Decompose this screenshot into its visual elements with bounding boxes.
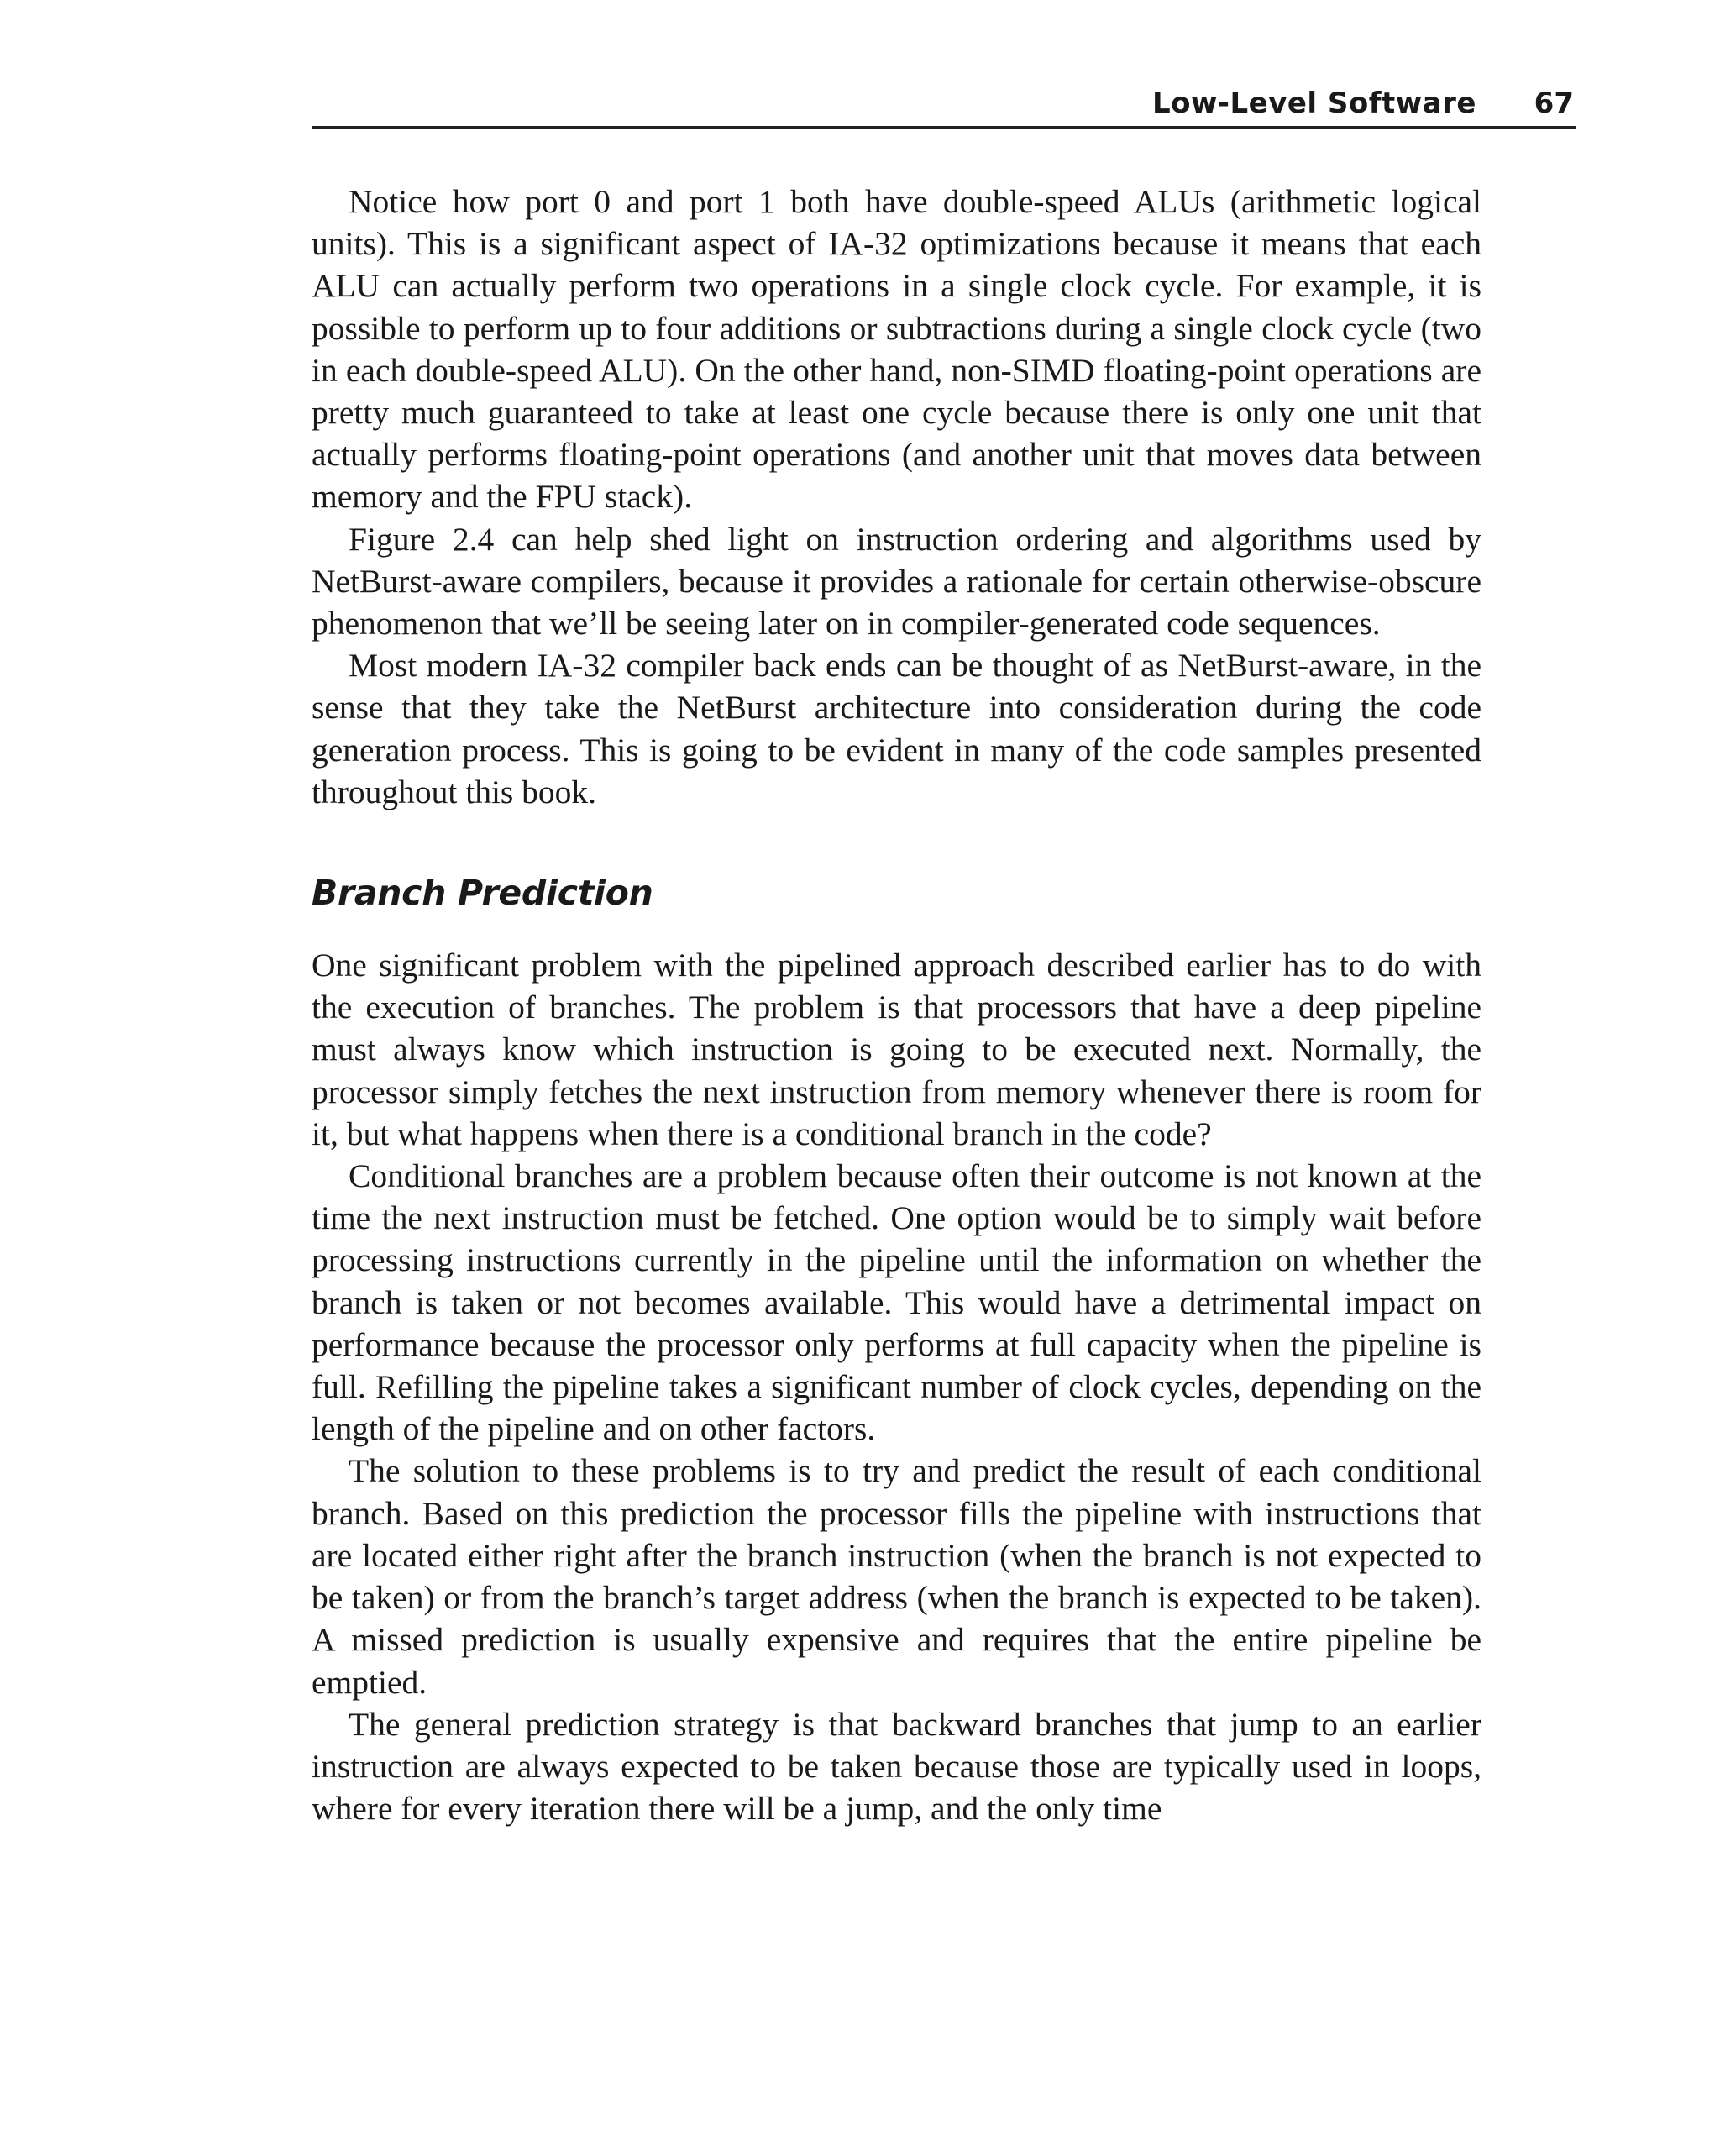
paragraph: The solution to these problems is to try and predict the result of each conditional branch. Based on this prediction the processor fills the pipeline with instructions that are located either right after the branch instruction (when the branch is not expected to be taken) or from the branch’s target address (when the branch is expected to be taken). A missed prediction is usually expensive and requires that the entire pipeline be emptied. [312,1452,1481,1701]
paragraph: Notice how port 0 and port 1 both have double-speed ALUs (arithmetic logical units). This is a significant aspect of IA-32 optimizations because it means that each ALU can actually perform two operations in a single clock cycle. For example, it is possible to perform up to four additions or subtractions during a single clock cycle (two in each double-speed ALU). On the other hand, non-SIMD floating-point operations are pretty much guaranteed to take at least one cycle because there is only one unit that actually performs floating-point operations (and another unit that moves data between memory and the FPU stack). [312,183,1481,516]
paragraph: One significant problem with the pipelined approach described earlier has to do with the execution of branches. The problem is that processors that have a deep pipeline must always know which instruction is going to be executed next. Normally, the processor simply fetches the next instruction from memory whenever there is room for it, but what happens when there is a conditional branch in the code? [312,947,1481,1152]
paragraph: Most modern IA-32 compiler back ends can be thought of as NetBurst-aware, in the sense that they take the NetBurst architecture into consideration during the code generation process. This is going to be evident in many of the code samples presented throughout this book. [312,647,1481,810]
running-header [312,82,1576,129]
paragraph: Conditional branches are a problem because often their outcome is not known at the time the next instruction must be fetched. One option would be to simply wait before processing instructions currently in the pipeline until the information on whether the branch is taken or not becomes available. This would have a detrimental impact on performance because the processor only performs at full capacity when the pipeline is full. Refilling the pipeline takes a significant number of clock cycles, depending on the length of the pipeline and on other factors. [312,1157,1481,1448]
page-number: 67 [1534,87,1574,120]
section-heading: Branch Prediction [312,873,653,914]
paragraph: The general prediction strategy is that backward branches that jump to an earlier instruction are always expected to be taken because those are typically used in loops, where for every iteration there will be a jump, and the only time [312,1705,1481,1828]
paragraph: Figure 2.4 can help shed light on instruction ordering and algorithms used by NetBurst-aware compilers, because it provides a rationale for certain otherwise-obscure phenomenon that we’ll be seeing later on in compiler-generated code sequences. [312,520,1481,643]
running-header-title: Low-Level Software [1151,87,1476,120]
page-body [312,181,1481,1829]
